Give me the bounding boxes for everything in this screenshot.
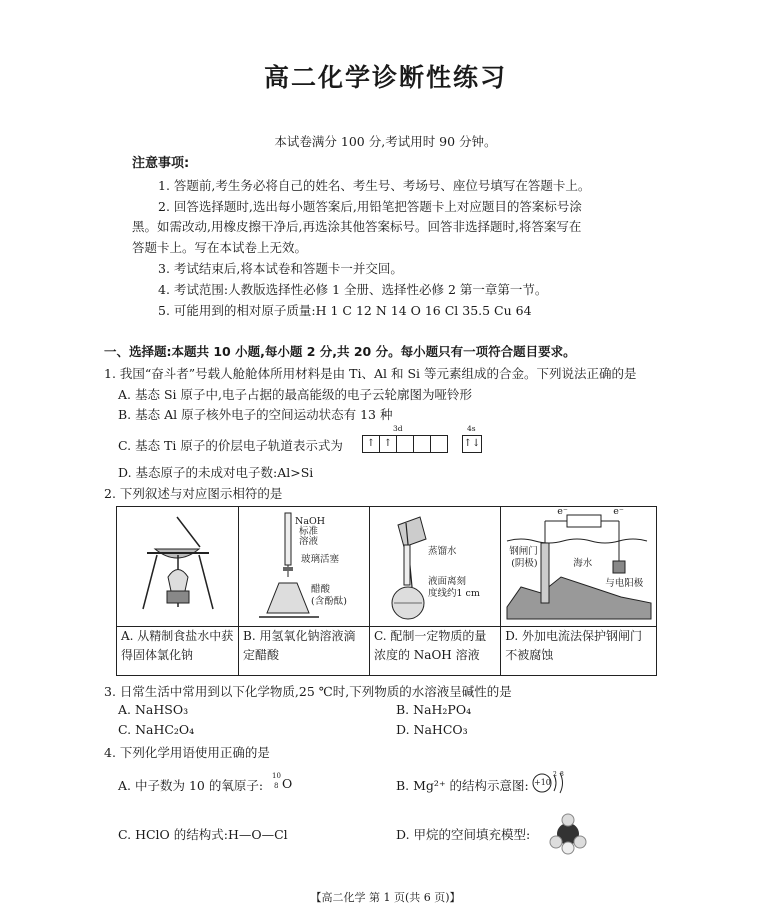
q1-stem: 1. 我国“奋斗者”号载人舱舱体所用材料是由 Ti、Al 和 Si 等元素组成的合金。下列说法正确的是 [104,366,637,381]
q3-option-c: C. NaHC₂O₄ [118,722,195,737]
orbital-box: ↑↓ [463,438,481,449]
q4-a-atomic-number: 8 [274,782,279,790]
fig-d-label-gate: 钢闸门 [509,546,538,557]
fig-a-caption-cell [117,627,239,676]
q4-a-symbol: O [282,776,293,791]
fig-b-caption-cell [239,627,370,676]
notice-item-2: 2. 回答选择题时,选出每小题答案后,用铅笔把答题卡上对应题目的答案标号涂 [158,199,582,214]
orbital-box [431,436,447,452]
orbital-box: ↑ [363,436,380,452]
fig-d-cell [501,507,657,627]
fig-b-label-naoh: NaOH [295,516,326,527]
fig-a-caption: A. 从精制食盐水中获得固体氯化钠 [121,629,234,662]
q4-stem: 4. 下列化学用语使用正确的是 [104,745,270,760]
notice-heading: 注意事项: [132,156,190,171]
page-title: 高二化学诊断性练习 [263,63,507,92]
exam-info: 本试卷满分 100 分,考试用时 90 分钟。 [274,134,497,149]
q3-option-b: B. NaH₂PO₄ [396,702,472,717]
fig-b-cell [239,507,370,627]
q1-option-c: C. 基态 Ti 原子的价层电子轨道表示式为 [118,438,343,453]
q1-option-b: B. 基态 Al 原子核外电子的空间运动状态有 13 种 [118,407,393,422]
volumetric-flask-diagram [370,507,501,624]
fig-d-caption-cell [501,627,657,676]
fig-d-label-seawater: 海水 [573,558,593,569]
page-footer: 【高二化学 第 1 页(共 6 页)】 [310,891,461,904]
q3-stem: 3. 日常生活中常用到以下化学物质,25 ℃时,下列物质的水溶液呈碱性的是 [104,684,512,699]
fig-d-label-e2: e⁻ [613,506,624,517]
q1-orbital-4s [462,435,482,453]
fig-d-label-cathode: (阴极) [511,558,538,569]
orbital-box [414,436,431,452]
fig-b-label-phenolphthalein: (含酚酞) [311,596,347,607]
q1-option-a: A. 基态 Si 原子中,电子占据的最高能级的电子云轮廓图为哑铃形 [118,387,472,402]
q1-label-3d: 3d [393,424,403,433]
q1-option-d: D. 基态原子的未成对电子数:Al>Si [118,465,314,480]
fig-d-label-e1: e⁻ [557,506,568,517]
section-heading: 一、选择题:本题共 10 小题,每小题 2 分,共 20 分。每小题只有一项符合题目要求。 [104,344,576,359]
notice-item-4: 4. 考试范围:人教版选择性必修 1 全册、选择性必修 2 第一章第一节。 [158,282,548,297]
notice-item-2-cont2: 答题卡上。写在本试卷上无效。 [132,240,308,255]
nucleus-charge: +10 [534,778,551,787]
fig-b-label-acetic-acid: 醋酸 [311,584,331,595]
fig-b-caption: B. 用氢氧化钠溶液滴定醋酸 [243,629,356,662]
fig-b-label-standard: 标准 [299,526,319,537]
notice-item-5: 5. 可能用到的相对原子质量:H 1 C 12 N 14 O 16 Cl 35.5 Cu 64 [158,303,532,318]
mg-ion-structure-diagram [530,770,570,796]
q4-option-a: A. 中子数为 10 的氧原子: [118,778,264,793]
shell-1-count: 2 [553,771,557,778]
q4-option-b: B. Mg²⁺ 的结构示意图: [396,778,529,793]
fig-b-label-stopcock: 玻璃活塞 [301,554,340,565]
orbital-box [397,436,414,452]
fig-c-caption-cell [369,627,500,676]
q1-label-4s: 4s [467,424,476,433]
shell-2-count: 8 [560,771,564,778]
fig-a-cell [117,507,239,627]
evaporation-apparatus-diagram [117,507,238,624]
q2-stem: 2. 下列叙述与对应图示相符的是 [104,486,283,501]
q2-figure-table [116,506,657,676]
fig-c-label-level: 液面离刻 [427,576,466,587]
notice-item-3: 3. 考试结束后,将本试卷和答题卡一并交回。 [158,261,403,276]
fig-c-cell [369,507,500,627]
q3-option-d: D. NaHCO₃ [396,722,468,737]
q4-option-d: D. 甲烷的空间填充模型: [396,827,531,842]
methane-space-filling-model [548,812,588,856]
fig-c-label-distance: 度线约1 cm [427,588,480,599]
notice-item-1: 1. 答题前,考生务必将自己的姓名、考生号、考场号、座位号填写在答题卡上。 [158,178,591,193]
notice-item-2-cont: 黑。如需改动,用橡皮擦干净后,再选涂其他答案标号。回答非选择题时,将答案写在 [132,219,582,234]
fig-c-label-water: 蒸馏水 [427,546,457,557]
q4-a-mass-number: 10 [272,772,281,780]
q3-option-a: A. NaHSO₃ [118,702,189,717]
orbital-box: ↑ [380,436,397,452]
fig-d-label-anode: 与电阳极 [605,578,644,589]
fig-b-label-solution: 溶液 [299,536,319,547]
q1-orbital-3d [362,435,448,453]
fig-d-caption: D. 外加电流法保护钢闸门不被腐蚀 [505,629,643,662]
q4-option-c: C. HClO 的结构式:H—O—Cl [118,827,288,842]
fig-c-caption: C. 配制一定物质的量浓度的 NaOH 溶液 [373,629,487,662]
